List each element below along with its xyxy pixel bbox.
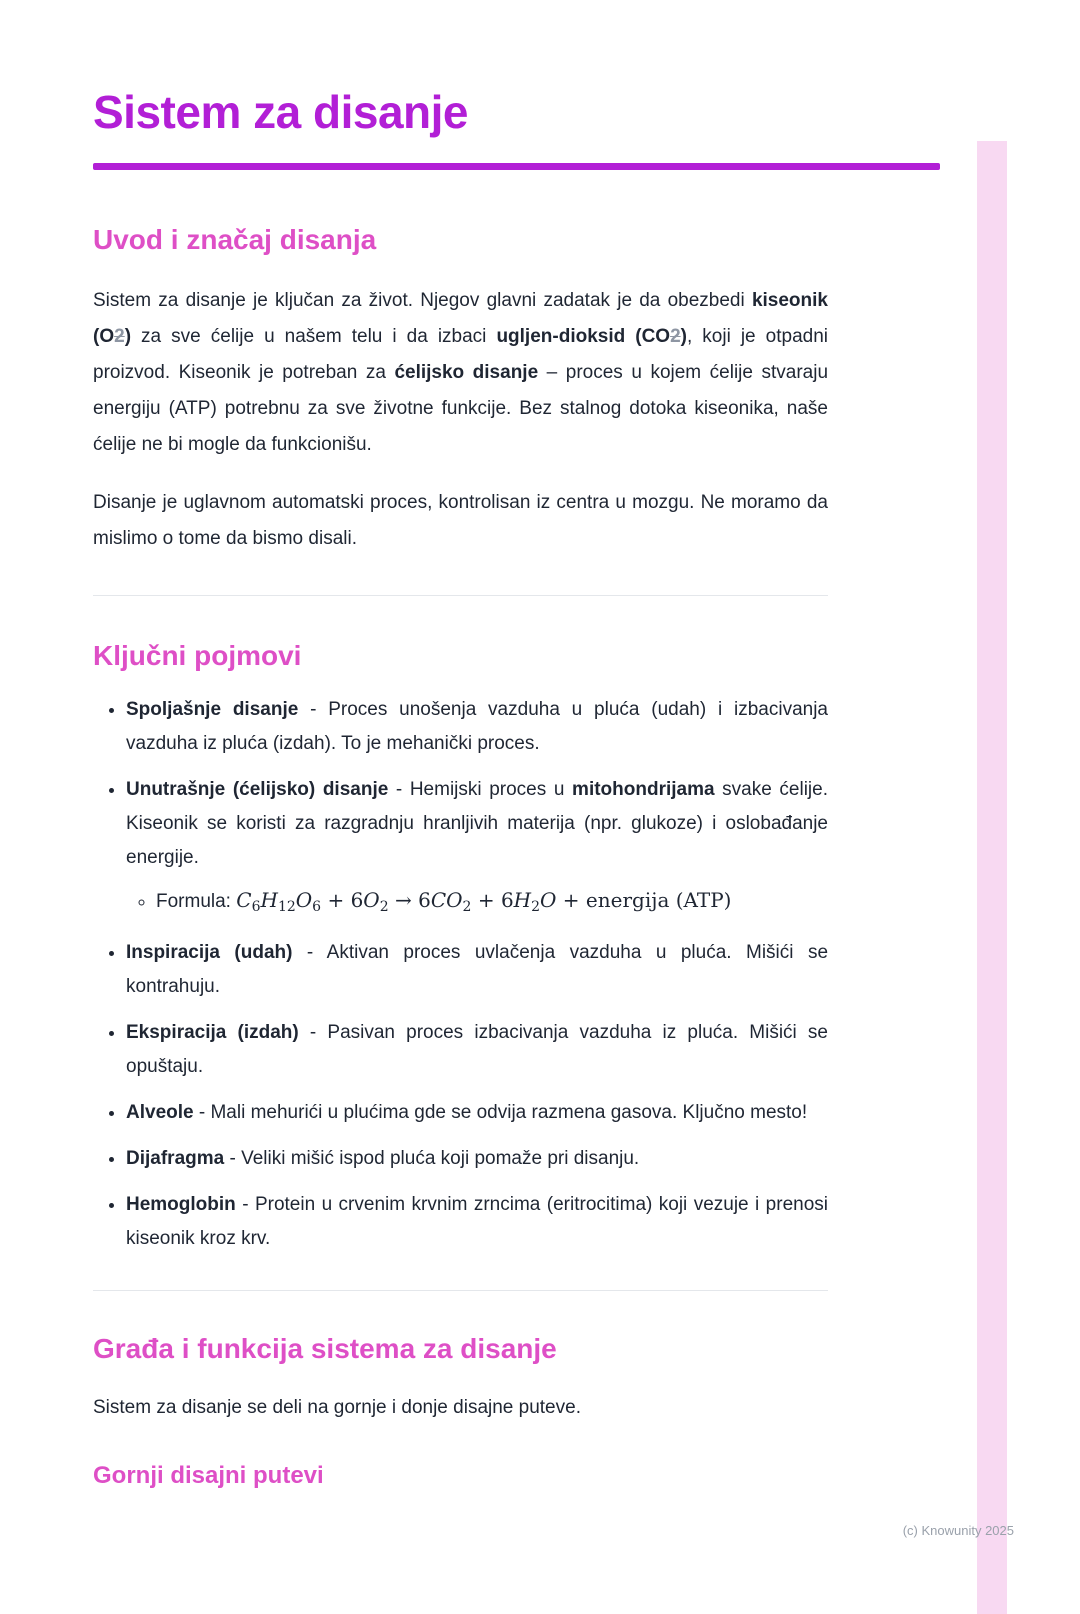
formula-item — [156, 883, 828, 924]
section-heading-intro: Uvod i značaj disanja — [93, 223, 377, 255]
structure-paragraph: Sistem za disanje se deli na gornje i donje disajne puteve. — [93, 1396, 581, 1418]
term-text: Alveole - Mali mehurići u plućima gde se odvija razmena gasova. Ključno mesto! — [126, 1101, 808, 1123]
term-text: Ekspiracija (izdah) - Pasivan proces izbacivanja vazduha iz pluća. Mišići se opuštaju. — [126, 1021, 828, 1077]
intro-paragraph-2: Disanje je uglavnom automatski proces, kontrolisan iz centra u mozgu. Ne moramo da mislimo o tome da bismo disali. — [93, 491, 828, 549]
page-title: Sistem za disanje — [93, 86, 468, 138]
document-page — [0, 86, 1000, 1490]
section-heading-structure: Građa i funkcija sistema za disanje — [93, 1332, 557, 1364]
term-item-unutrasnje-disanje — [126, 773, 828, 924]
title-rule — [93, 163, 940, 170]
term-item-spoljasnje-disanje — [126, 693, 828, 761]
term-text: Spoljašnje disanje - Proces unošenja vazduha u pluća (udah) i izbacivanja vazduha iz pluća (izdah). To je mehanički proces. — [126, 698, 828, 754]
term-text: Inspiracija (udah) - Aktivan proces uvlačenja vazduha u pluća. Mišići se kontrahuju. — [126, 941, 829, 997]
term-text: Hemoglobin - Protein u crvenim krvnim zrncima (eritrocitima) koji vezuje i prenosi kiseonik kroz krv. — [126, 1193, 828, 1249]
formula-sublist — [126, 883, 828, 924]
term-item-alveole — [126, 1096, 828, 1130]
intro-paragraph-1: Sistem za disanje je ključan za život. Njegov glavni zadatak je da obezbedi kiseonik (O2) za sve ćelije u našem telu i da izbaci ugljen-dioksid (CO2), koji je otpadni proizvod. Kiseonik je potreban za ćelijsko disanje – proces u kojem ćelije stvaraju energiju (ATP) potrebnu za sve životne funkcije. Bez stalnog dotoka kiseonika, naše ćelije ne bi mogle da funkcionišu. — [93, 289, 829, 455]
section-divider-1 — [93, 595, 828, 596]
term-item-inspiracija — [126, 936, 828, 1004]
key-terms-list — [93, 693, 828, 1256]
term-item-dijafragma — [126, 1142, 828, 1176]
section-heading-terms: Ključni pojmovi — [93, 639, 302, 671]
term-item-hemoglobin — [126, 1188, 828, 1256]
term-text: Unutrašnje (ćelijsko) disanje - Hemijski proces u mitohondrijama svake ćelije. Kiseonik se koristi za razgradnju hranljivih materija (npr. glukoze) i oslobađanje energije. — [126, 778, 828, 868]
copyright-note: (c) Knowunity 2025 — [902, 1523, 1014, 1538]
respiration-formula: Formula: $C_6H_{12}O_6 + 6O_2 \to 6CO_2 + 6H_2O$ + energija (ATP) — [156, 887, 732, 915]
section-divider-2 — [93, 1290, 828, 1291]
term-item-ekspiracija — [126, 1016, 828, 1084]
term-text: Dijafragma - Veliki mišić ispod pluća koji pomaže pri disanju. — [126, 1147, 640, 1169]
subsection-heading-upper-airways: Gornji disajni putevi — [93, 1461, 324, 1489]
